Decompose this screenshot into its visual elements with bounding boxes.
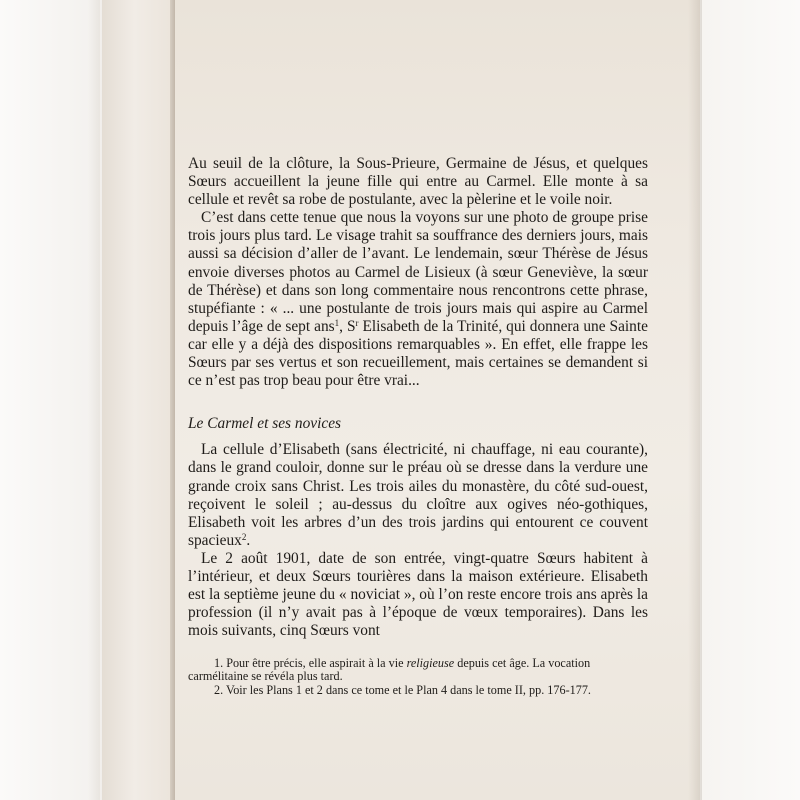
- page-right-shadow: [688, 0, 702, 800]
- text-run: 1. Pour être précis, elle aspirait à la vie: [214, 656, 407, 670]
- background-right: [700, 0, 800, 800]
- body-paragraph: [188, 550, 648, 640]
- previous-page-edge: [102, 0, 174, 800]
- intro-paragraphs: [188, 155, 648, 390]
- footnote-reference: r: [355, 317, 359, 328]
- text-run: , S: [339, 317, 356, 335]
- background-left: [0, 0, 100, 800]
- body-paragraph: [188, 209, 648, 390]
- footnotes: [188, 657, 636, 697]
- italic-text: religieuse: [406, 656, 455, 670]
- footnote: [188, 684, 636, 697]
- body-paragraph: [188, 441, 648, 550]
- text-run: Au seuil de la clôture, la Sous-Prieure, Germaine de Jésus, et quelques Sœurs accueillent la jeune fille qui entre au Carmel. Elle monte à sa cellule et revêt sa robe de postulante, avec la pèlerine et le voile noir.: [188, 155, 648, 209]
- footnote-reference: 1: [334, 317, 340, 328]
- text-run: Elisabeth de la Trinité, qui donnera une Sainte car elle y a déjà des dispositions remarquables ». En effet, elle frappe les Sœurs par ses vertus et son recueillement, mais certaines se demandent si ce n’est pas trop beau pour être vrai...: [188, 317, 648, 390]
- text-run: depuis cet âge. La vocation carmélitaine se révéla plus tard.: [188, 656, 591, 684]
- section-heading: Le Carmel et ses novices: [188, 415, 342, 433]
- footnote-reference: 2: [241, 531, 247, 542]
- body-paragraph: [188, 155, 648, 209]
- text-run: .: [246, 531, 251, 549]
- text-run: La cellule d’Elisabeth (sans électricité, ni chauffage, ni eau courante), dans le grand couloir, donne sur le préau où se dresse dans la verdure une grande croix sans Christ. Les trois ailes du monastère, du côté sud-ouest, reçoivent le soleil ; au-dessus du cloître aux ogives néo-gothiques, Elisabeth voit les arbres d’un des trois jardins qui entourent ce couvent spacieux: [188, 441, 648, 549]
- text-run: C’est dans cette tenue que nous la voyons sur une photo de groupe prise trois jours plus tard. Le visage trahit sa souffrance des derniers jours, mais aussi sa décision d’aller de l’avant. Le lendemain, sœur Thérèse de Jésus envoie diverses photos au Carmel de Lisieux (à sœur Geneviève, la sœur de Thérèse) et dans son long commentaire nous rencontrons cette phrase, stupéfiante : « ... une postulante de trois jours mais qui aspire au Carmel depuis l’âge de sept ans: [188, 209, 648, 335]
- text-run: 2. Voir les Plans 1 et 2 dans ce tome et le Plan 4 dans le tome II, pp. 176-177.: [214, 682, 591, 697]
- page-body: [188, 155, 648, 640]
- section-paragraphs: [188, 441, 648, 640]
- footnote: [188, 657, 636, 684]
- text-run: Le 2 août 1901, date de son entrée, vingt-quatre Sœurs habitent à l’intérieur, et deux Sœurs tourières dans la maison extérieure. Elisabeth est la septième jeune du « noviciat », où l’on reste encore trois ans après la profession (il n’y avait pas à l’époque de vœux temporaires). Dans les mois suivants, cinq Sœurs vont: [188, 549, 648, 640]
